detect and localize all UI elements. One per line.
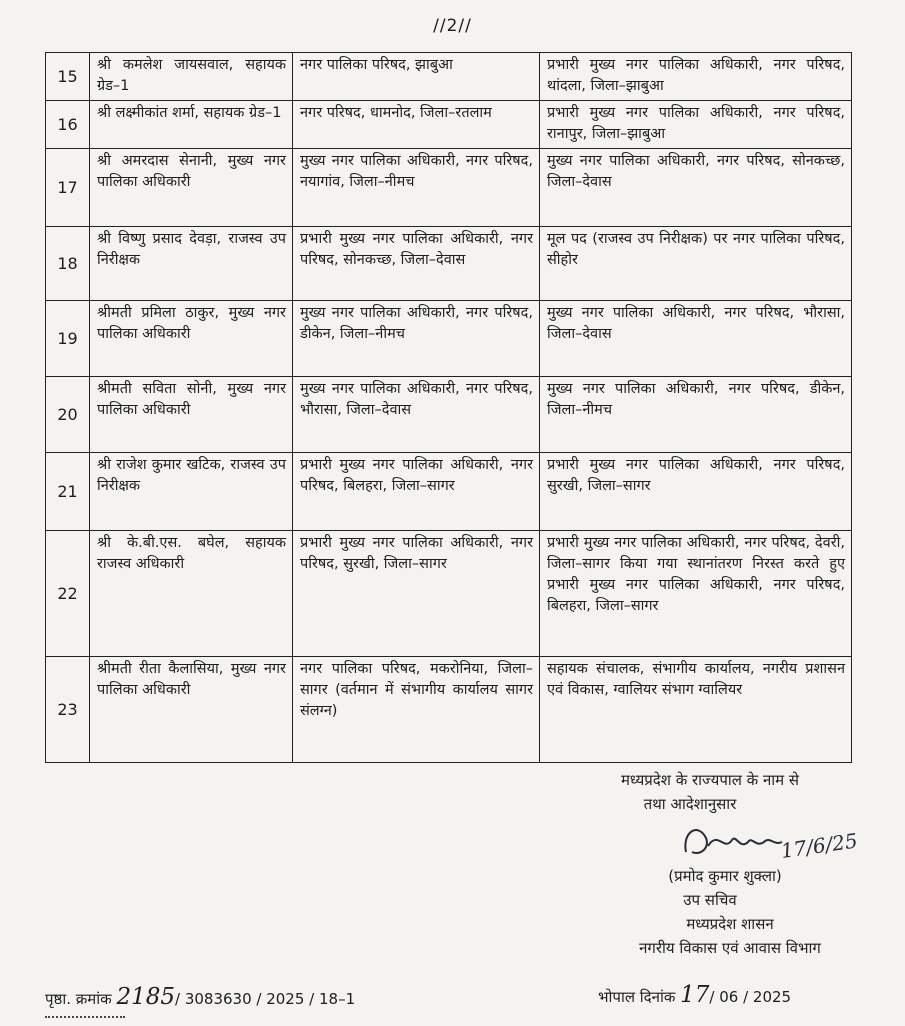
reference-handwritten-number: 2185 — [116, 984, 175, 1010]
officer-name: श्री कमलेश जायसवाल, सहायक ग्रेड–1 — [90, 53, 293, 101]
new-posting: मुख्य नगर पालिका अधिकारी, नगर परिषद, सोनकच्छ, जिला–देवास — [540, 149, 852, 227]
officer-name: श्रीमती सविता सोनी, मुख्य नगर पालिका अधिकारी — [90, 377, 293, 453]
current-posting: मुख्य नगर पालिका अधिकारी, नगर परिषद, भौरासा, जिला–देवास — [293, 377, 540, 453]
table-row — [46, 657, 852, 763]
current-posting: नगर पालिका परिषद, झाबुआ — [293, 53, 540, 101]
cropped-next-line — [45, 1016, 125, 1026]
serial-number: 18 — [46, 227, 90, 301]
current-posting: मुख्य नगर पालिका अधिकारी, नगर परिषद, डीकेन, जिला–नीमच — [293, 301, 540, 377]
current-posting: नगर परिषद, धामनोद, जिला–रतलाम — [293, 101, 540, 149]
officer-name: श्री विष्णु प्रसाद देवड़ा, राजस्व उप निरीक्षक — [90, 227, 293, 301]
new-posting: प्रभारी मुख्य नगर पालिका अधिकारी, नगर परिषद, रानापुर, जिला–झाबुआ — [540, 101, 852, 149]
signatory-government: मध्यप्रदेश शासन — [686, 915, 774, 933]
serial-number: 20 — [46, 377, 90, 453]
table-row — [46, 377, 852, 453]
new-posting: मूल पद (राजस्व उप निरीक्षक) पर नगर पालिका परिषद, सीहोर — [540, 227, 852, 301]
table-row — [46, 149, 852, 227]
new-posting: प्रभारी मुख्य नगर पालिका अधिकारी, नगर परिषद, सुरखी, जिला–सागर — [540, 453, 852, 531]
current-posting: प्रभारी मुख्य नगर पालिका अधिकारी, नगर परिषद, सुरखी, जिला–सागर — [293, 531, 540, 657]
signatory-name: (प्रमोद कुमार शुक्ला) — [668, 867, 782, 885]
new-posting: मुख्य नगर पालिका अधिकारी, नगर परिषद, भौरासा, जिला–देवास — [540, 301, 852, 377]
transfer-table — [45, 52, 852, 763]
officer-name: श्रीमती रीता कैलासिया, मुख्य नगर पालिका अधिकारी — [90, 657, 293, 763]
new-posting: प्रभारी मुख्य नगर पालिका अधिकारी, नगर परिषद, थांदला, जिला–झाबुआ — [540, 53, 852, 101]
reference-suffix: / 3083630 / 2025 / 18–1 — [175, 990, 356, 1008]
officer-name: श्री अमरदास सेनानी, मुख्य नगर पालिका अधिकारी — [90, 149, 293, 227]
new-posting: मुख्य नगर पालिका अधिकारी, नगर परिषद, डीकेन, जिला–नीमच — [540, 377, 852, 453]
table-row — [46, 301, 852, 377]
signatory-department: नगरीय विकास एवं आवास विभाग — [639, 939, 821, 957]
table-row — [46, 53, 852, 101]
issue-date — [598, 982, 791, 1008]
current-posting: प्रभारी मुख्य नगर पालिका अधिकारी, नगर परिषद, बिलहरा, जिला–सागर — [293, 453, 540, 531]
new-posting: प्रभारी मुख्य नगर पालिका अधिकारी, नगर परिषद, देवरी, जिला–सागर किया गया स्थानांतरण निरस्त करते हुए प्रभारी मुख्य नगर पालिका अधिकारी, नगर परिषद, बिलहरा, जिला–सागर — [540, 531, 852, 657]
officer-name: श्री लक्ष्मीकांत शर्मा, सहायक ग्रेड–1 — [90, 101, 293, 149]
authority-line-2: तथा आदेशानुसार — [643, 795, 737, 813]
date-handwritten-day: 17 — [680, 982, 710, 1008]
serial-number: 23 — [46, 657, 90, 763]
table-row — [46, 101, 852, 149]
signature-date: 17/6/25 — [779, 828, 860, 863]
serial-number: 21 — [46, 453, 90, 531]
reference-prefix: पृष्ठा. क्रमांक — [45, 990, 112, 1008]
current-posting: नगर पालिका परिषद, मकरोनिया, जिला–सागर (वर्तमान में संभागीय कार्यालय सागर संलग्न) — [293, 657, 540, 763]
new-posting: सहायक संचालक, संभागीय कार्यालय, नगरीय प्रशासन एवं विकास, ग्वालियर संभाग ग्वालियर — [540, 657, 852, 763]
current-posting: प्रभारी मुख्य नगर पालिका अधिकारी, नगर परिषद, सोनकच्छ, जिला–देवास — [293, 227, 540, 301]
serial-number: 19 — [46, 301, 90, 377]
table-row — [46, 453, 852, 531]
officer-name: श्री राजेश कुमार खटिक, राजस्व उप निरीक्षक — [90, 453, 293, 531]
page-number: //2// — [433, 16, 472, 36]
date-prefix: भोपाल दिनांक — [598, 988, 676, 1006]
authority-line-1: मध्यप्रदेश के राज्यपाल के नाम से — [620, 771, 800, 789]
officer-name: श्री के.बी.एस. बघेल, सहायक राजस्व अधिकारी — [90, 531, 293, 657]
handwritten-signature — [678, 812, 868, 872]
serial-number: 16 — [46, 101, 90, 149]
date-suffix: / 06 / 2025 — [709, 988, 792, 1006]
serial-number: 15 — [46, 53, 90, 101]
table-row — [46, 531, 852, 657]
current-posting: मुख्य नगर पालिका अधिकारी, नगर परिषद, नयागांव, जिला–नीमच — [293, 149, 540, 227]
signatory-designation: उप सचिव — [683, 891, 737, 909]
officer-name: श्रीमती प्रमिला ठाकुर, मुख्य नगर पालिका अधिकारी — [90, 301, 293, 377]
serial-number: 22 — [46, 531, 90, 657]
reference-number — [45, 984, 355, 1010]
serial-number: 17 — [46, 149, 90, 227]
table-row — [46, 227, 852, 301]
